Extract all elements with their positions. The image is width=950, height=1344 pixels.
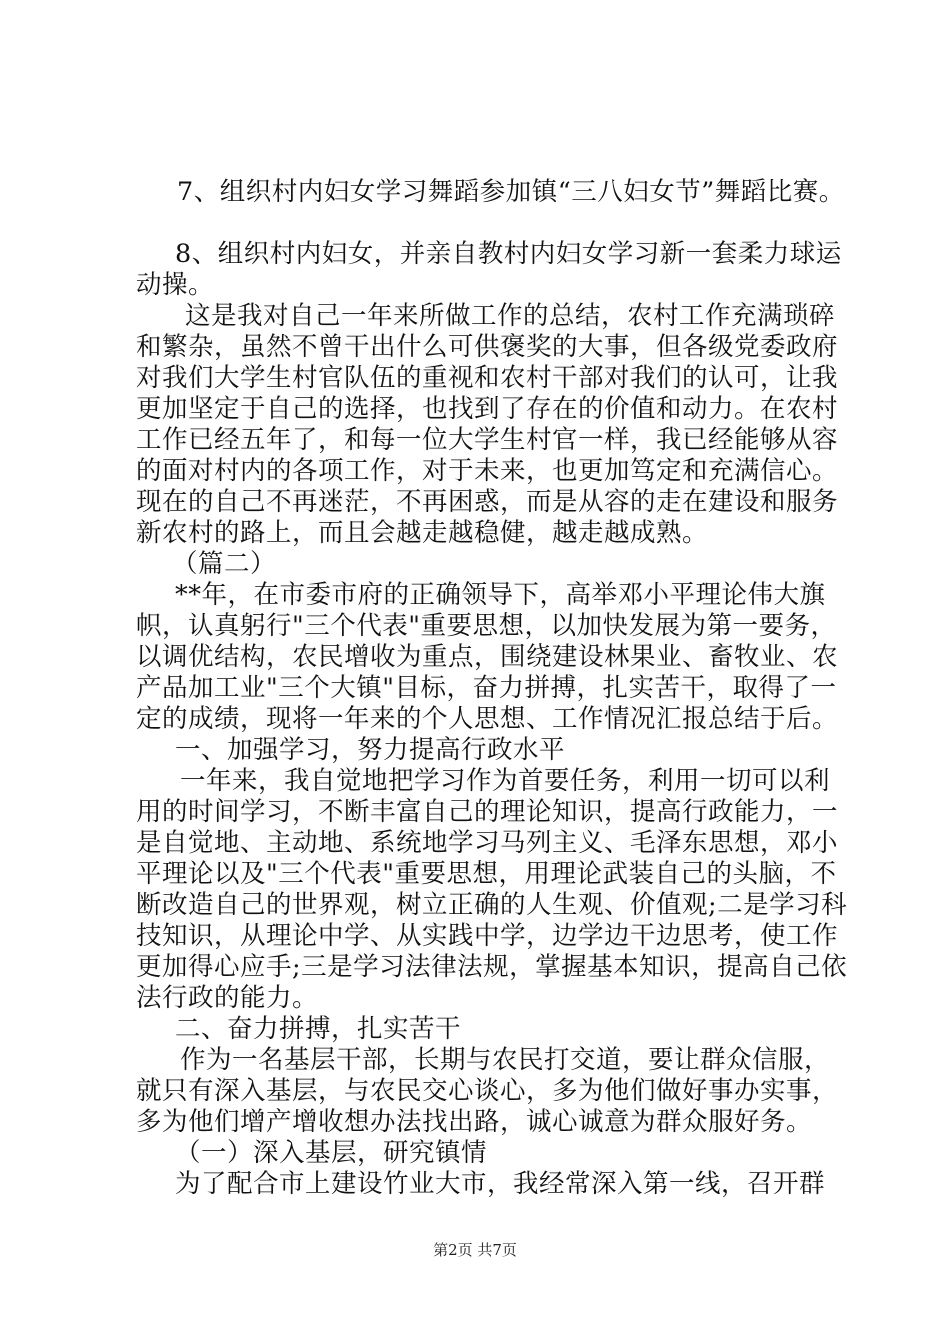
text-line-23: 断改造自己的世界观，树立正确的人生观、价值观;二是学习科	[136, 890, 848, 920]
text-line-13: **年，在市委市府的正确领导下，高举邓小平理论伟大旗	[175, 580, 826, 610]
text-line-32: 为了配合市上建设竹业大市，我经常深入第一线，召开群	[175, 1169, 826, 1199]
section-heading-2: 二、奋力拼搏，扎实苦干	[175, 1014, 462, 1044]
text-line-30: 多为他们增产增收想办法找出路，诚心诚意为群众服好务。	[136, 1107, 813, 1137]
text-line-7: 更加坚定于自己的选择，也找到了存在的价值和动力。在农村	[136, 394, 839, 424]
text-line-22: 平理论以及"三个代表"重要思想，用理论武装自己的头脑，不	[136, 859, 837, 889]
text-line-2: 8、组织村内妇女，并亲自教村内妇女学习新一套柔力球运	[175, 239, 842, 269]
text-line-20: 用的时间学习，不断丰富自己的理论知识，提高行政能力，一	[136, 797, 839, 827]
page-number-footer: 第2页 共7页	[433, 1241, 517, 1259]
text-line-17: 定的成绩，现将一年来的个人思想、工作情况汇报总结于后。	[136, 704, 839, 734]
text-line-29: 就只有深入基层，与农民交心谈心，多为他们做好事办实事，	[136, 1076, 839, 1106]
text-line-1: 7、组织村内妇女学习舞蹈参加镇“三八妇女节”舞蹈比赛。	[177, 177, 845, 207]
text-line-10: 现在的自己不再迷茫，不再困惑，而是从容的走在建设和服务	[136, 487, 839, 517]
text-line-6: 对我们大学生村官队伍的重视和农村干部对我们的认可，让我	[136, 363, 839, 393]
text-line-14: 帜，认真躬行"三个代表"重要思想，以加快发展为第一要务，	[136, 611, 837, 641]
text-line-5: 和繁杂，虽然不曾干出什么可供褒奖的大事，但各级党委政府	[136, 332, 839, 362]
text-line-24: 技知识，从理论中学、从实践中学，边学边干边思考，使工作	[136, 921, 839, 951]
text-line-11: 新农村的路上，而且会越走越稳健，越走越成熟。	[136, 518, 709, 548]
text-line-19: 一年来，我自觉地把学习作为首要任务，利用一切可以利	[180, 766, 831, 796]
text-line-3: 动操。	[136, 270, 215, 300]
text-line-25: 更加得心应手;三是学习法律法规，掌握基本知识，提高自己依	[136, 952, 848, 982]
text-line-8: 工作已经五年了，和每一位大学生村官一样，我已经能够从容	[136, 425, 839, 455]
section-heading-part-two: （篇二）	[172, 549, 277, 579]
text-line-28: 作为一名基层干部，长期与农民打交道，要让群众信服，	[180, 1045, 831, 1075]
text-line-4: 这是我对自己一年来所做工作的总结，农村工作充满琐碎	[185, 301, 836, 331]
text-line-15: 以调优结构，农民增收为重点，围绕建设林果业、畜牧业、农	[136, 642, 839, 672]
subsection-heading-1: （一）深入基层，研究镇情	[175, 1138, 488, 1168]
text-line-9: 的面对村内的各项工作，对于未来，也更加笃定和充满信心。	[136, 456, 839, 486]
text-line-21: 是自觉地、主动地、系统地学习马列主义、毛泽东思想，邓小	[136, 828, 839, 858]
text-line-26: 法行政的能力。	[136, 983, 319, 1013]
text-line-16: 产品加工业"三个大镇"目标，奋力拼搏，扎实苦干，取得了一	[136, 673, 837, 703]
section-heading-1: 一、加强学习，努力提高行政水平	[175, 735, 566, 765]
